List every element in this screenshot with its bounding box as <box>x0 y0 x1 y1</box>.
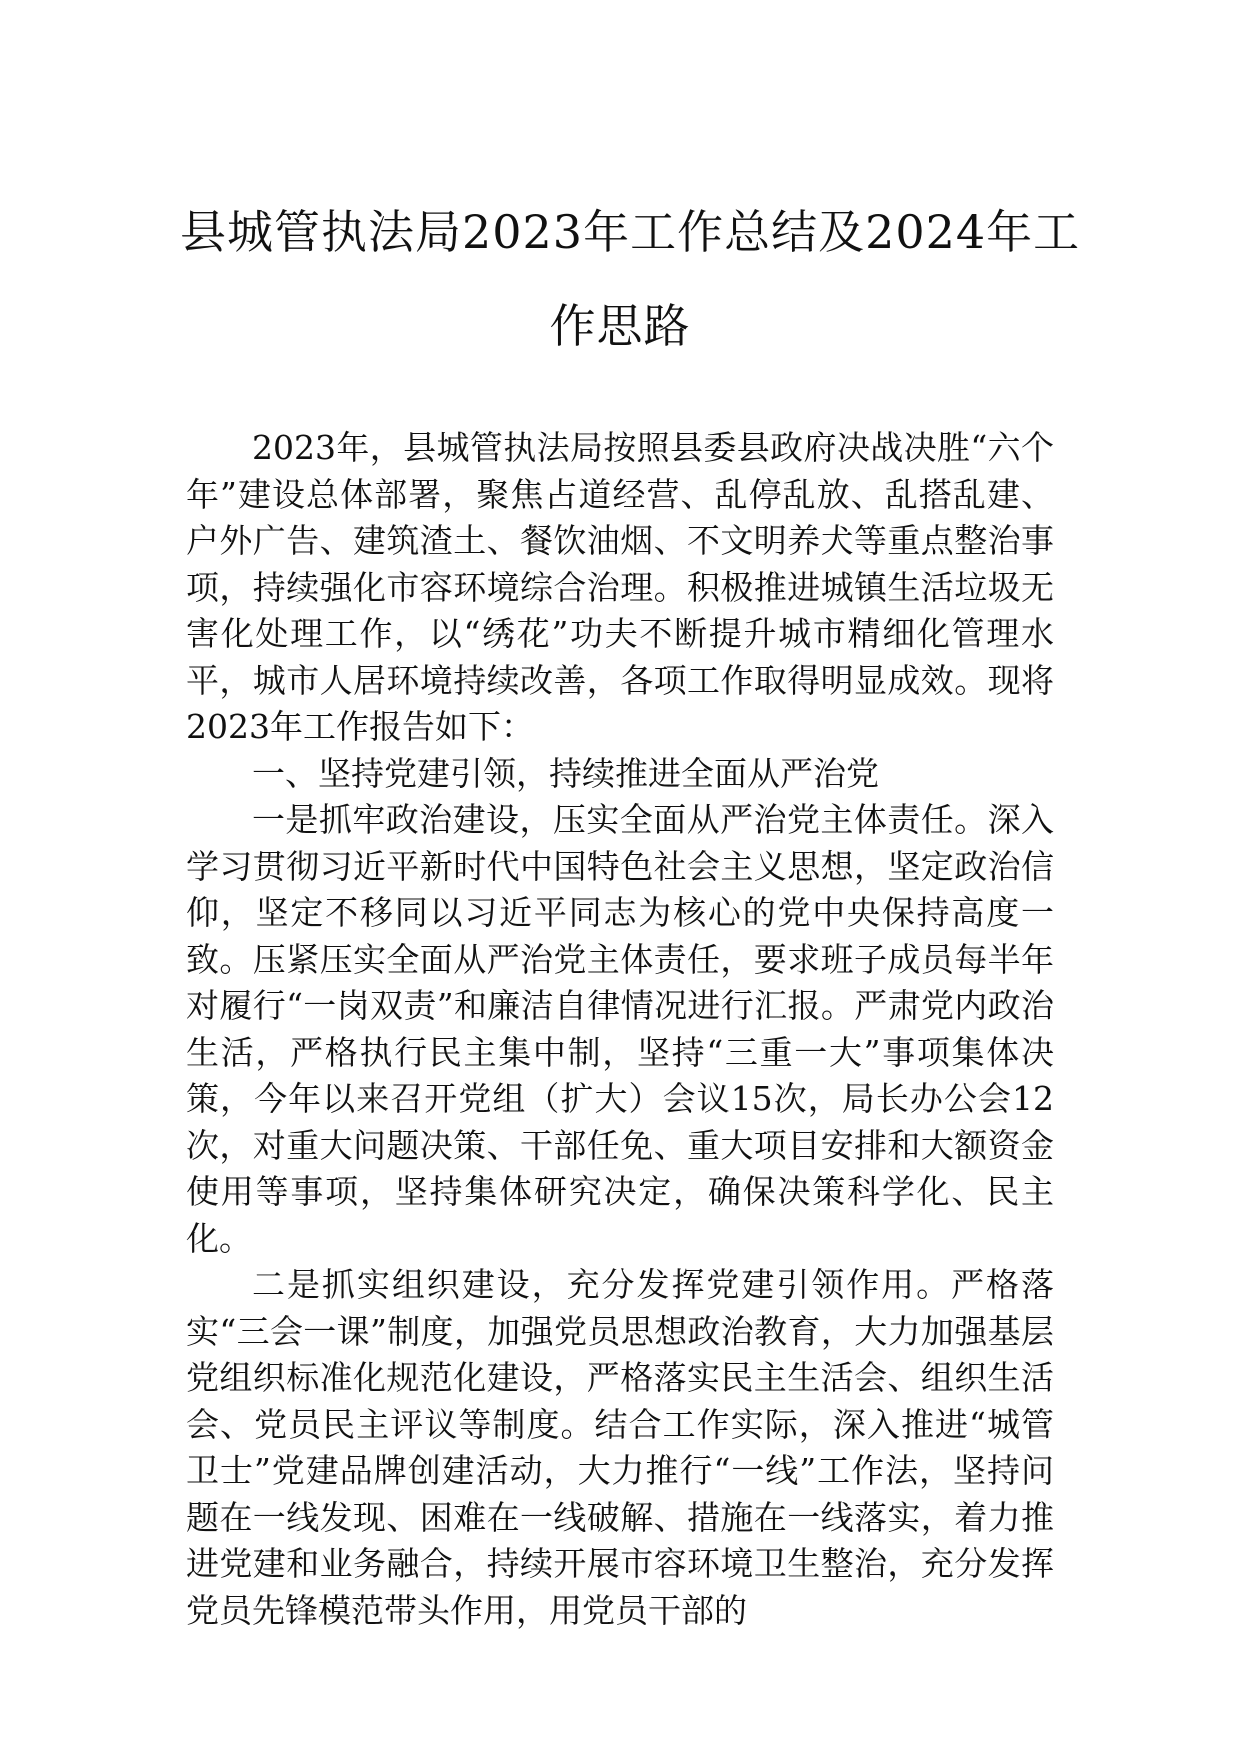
intro-paragraph: 2023年，县城管执法局按照县委县政府决战决胜“六个年”建设总体部署，聚焦占道经营、乱停乱放、乱搭乱建、户外广告、建筑渣土、餐饮油烟、不文明养犬等重点整治事项，持续强化市容环境综合治理。积极推进城镇生活垃圾无害化处理工作，以“绣花”功夫不断提升城市精细化管理水平，城市人居环境持续改善，各项工作取得明显成效。现将2023年工作报告如下： <box>186 428 1054 746</box>
document-body <box>186 425 1054 1634</box>
paragraph-organization-building: 二是抓实组织建设，充分发挥党建引领作用。严格落实“三会一课”制度，加强党员思想政治教育，大力加强基层党组织标准化规范化建设，严格落实民主生活会、组织生活会、党员民主评议等制度。结合工作实际，深入推进“城管卫士”党建品牌创建活动，大力推行“一线”工作法，坚持问题在一线发现、困难在一线破解、措施在一线落实，着力推进党建和业务融合，持续开展市容环境卫生整治，充分发挥党员先锋模范带头作用，用党员干部的 <box>186 1265 1054 1630</box>
title-line-2: 作思路 <box>549 299 691 353</box>
title-line-1: 县城管执法局2023年工作总结及2024年工 <box>180 205 1081 259</box>
section-heading-1: 一、坚持党建引领，持续推进全面从严治党 <box>252 753 879 793</box>
paragraph-political-building: 一是抓牢政治建设，压实全面从严治党主体责任。深入学习贯彻习近平新时代中国特色社会主义思想，坚定政治信仰，坚定不移同以习近平同志为核心的党中央保持高度一致。压紧压实全面从严治党主体责任，要求班子成员每半年对履行“一岗双责”和廉洁自律情况进行汇报。严肃党内政治生活，严格执行民主集中制，坚持“三重一大”事项集体决策，今年以来召开党组（扩大）会议15次，局长办公会12次，对重大问题决策、干部任免、重大项目安排和大额资金使用等事项，坚持集体研究决定，确保决策科学化、民主化。 <box>186 800 1054 1258</box>
document-title <box>180 185 1081 373</box>
